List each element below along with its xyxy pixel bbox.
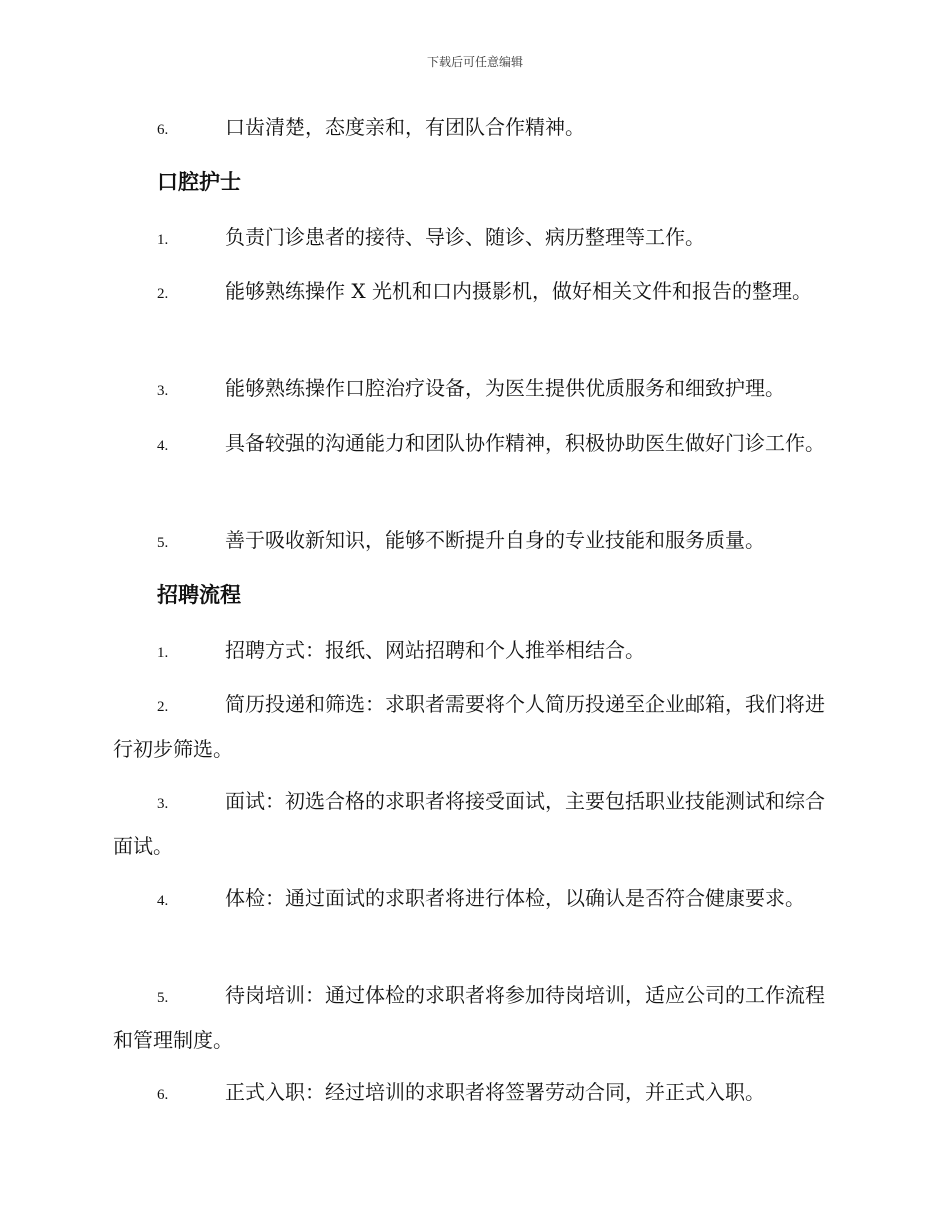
list-item (113, 270, 838, 315)
item-text: 体检：通过面试的求职者将进行体检，以确认是否符合健康要求。 (225, 886, 805, 910)
item-text: 简历投递和筛选：求职者需要将个人简历投递至企业邮箱，我们将进行初步筛选。 (113, 692, 825, 761)
list-item (113, 106, 838, 151)
list-item (113, 683, 838, 770)
list-item (113, 1071, 838, 1116)
section-heading-recruitment-process: 招聘流程 (157, 583, 241, 607)
item-number: 1. (157, 645, 169, 661)
item-text: 具备较强的沟通能力和团队协作精神，积极协助医生做好门诊工作。 (225, 431, 825, 455)
item-number: 1. (157, 232, 169, 248)
item-text: 正式入职：经过培训的求职者将签署劳动合同，并正式入职。 (225, 1080, 765, 1104)
list-item (113, 519, 838, 564)
item-number: 2. (157, 286, 169, 302)
item-text: 能够熟练操作 X 光机和口内摄影机，做好相关文件和报告的整理。 (225, 279, 812, 303)
item-text: 待岗培训：通过体检的求职者将参加待岗培训，适应公司的工作流程和管理制度。 (113, 983, 825, 1052)
item-number: 6. (157, 1087, 169, 1103)
list-item (113, 422, 838, 467)
item-number: 5. (157, 535, 169, 551)
item-text: 善于吸收新知识，能够不断提升自身的专业技能和服务质量。 (225, 528, 765, 552)
section-heading-dental-nurse: 口腔护士 (157, 170, 241, 194)
item-text: 面试：初选合格的求职者将接受面试，主要包括职业技能测试和综合面试。 (113, 789, 825, 858)
item-number: 3. (157, 383, 169, 399)
item-number: 4. (157, 438, 169, 454)
item-text: 口齿清楚，态度亲和，有团队合作精神。 (225, 115, 585, 139)
list-item (113, 629, 838, 674)
page-header: 下载后可任意编辑 (426, 55, 523, 69)
item-number: 5. (157, 990, 169, 1006)
item-text: 能够熟练操作口腔治疗设备，为医生提供优质服务和细致护理。 (225, 376, 785, 400)
item-number: 6. (157, 122, 169, 138)
list-item (113, 780, 838, 867)
list-item (113, 367, 838, 412)
list-item (113, 974, 838, 1061)
item-number: 2. (157, 699, 169, 715)
item-text: 招聘方式：报纸、网站招聘和个人推举相结合。 (225, 638, 645, 662)
item-text: 负责门诊患者的接待、导诊、随诊、病历整理等工作。 (225, 225, 705, 249)
list-item (113, 216, 838, 261)
list-item (113, 877, 838, 922)
item-number: 3. (157, 796, 169, 812)
item-number: 4. (157, 893, 169, 909)
